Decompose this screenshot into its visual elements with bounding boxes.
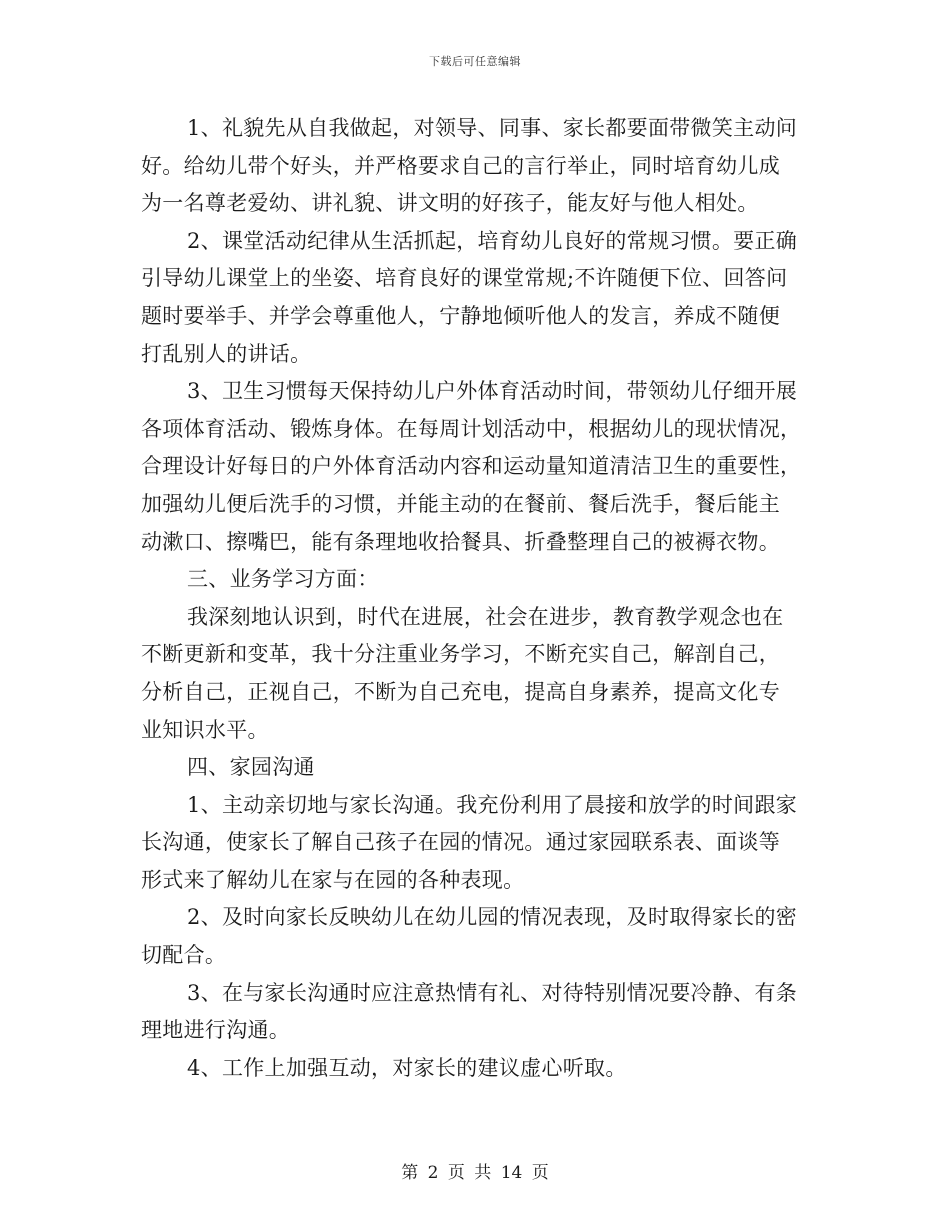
text-line: 2、及时向家长反映幼儿在幼儿园的情况表现，及时取得家长的密 xyxy=(187,905,798,930)
page-header-note: 下载后可任意编辑 xyxy=(429,55,521,68)
text-line: 题时要举手、并学会尊重他人，宁静地倾听他人的发言，养成不随便 xyxy=(141,303,780,328)
text-line: 我深刻地认识到，时代在进展，社会在进步，教育教学观念也在 xyxy=(187,604,784,629)
text-line: 加强幼儿便后洗手的习惯，并能主动的在餐前、餐后洗手，餐后能主 xyxy=(141,491,780,516)
text-line: 4、工作上加强互动，对家长的建议虚心听取。 xyxy=(187,1055,627,1080)
text-line: 业知识水平。 xyxy=(141,717,269,742)
text-line: 理地进行沟通。 xyxy=(141,1018,291,1043)
text-line: 切配合。 xyxy=(141,943,227,968)
text-line: 3、卫生习惯每天保持幼儿户外体育活动时间，带领幼儿仔细开展 xyxy=(187,379,798,404)
text-line: 三、业务学习方面： xyxy=(187,567,379,592)
document-body xyxy=(141,110,809,1087)
text-block xyxy=(141,110,809,1087)
text-line: 不断更新和变革，我十分注重业务学习，不断充实自己，解剖自己， xyxy=(141,642,780,667)
page-footer-number: 第 2 页 共 14 页 xyxy=(401,1163,549,1183)
text-line: 打乱别人的讲话。 xyxy=(141,341,312,366)
text-line: 1、礼貌先从自我做起，对领导、同事、家长都要面带微笑主动问 xyxy=(187,116,798,140)
text-line: 引导幼儿课堂上的坐姿、培育良好的课堂常规;不许随便下位、回答问 xyxy=(141,266,788,291)
text-line: 四、家园沟通 xyxy=(187,755,315,780)
text-line: 好。给幼儿带个好头，并严格要求自己的言行举止，同时培育幼儿成 xyxy=(141,153,780,178)
text-line: 2、课堂活动纪律从生活抓起，培育幼儿良好的常规习惯。要正确 xyxy=(187,228,798,253)
text-line: 1、主动亲切地与家长沟通。我充份利用了晨接和放学的时间跟家 xyxy=(187,792,798,817)
text-line: 分析自己，正视自己，不断为自己充电，提高自身素养，提高文化专 xyxy=(141,679,780,704)
text-line: 3、在与家长沟通时应注意热情有礼、对待特别情况要冷静、有条 xyxy=(187,980,798,1005)
text-line: 动漱口、擦嘴巴，能有条理地收拾餐具、折叠整理自己的被褥衣物。 xyxy=(141,529,780,554)
text-line: 各项体育活动、锻炼身体。在每周计划活动中，根据幼儿的现状情况， xyxy=(141,416,802,441)
text-line: 合理设计好每日的户外体育活动内容和运动量知道清洁卫生的重要性， xyxy=(141,454,802,479)
text-line: 形式来了解幼儿在家与在园的各种表现。 xyxy=(141,867,525,892)
text-line: 为一名尊老爱幼、讲礼貌、讲文明的好孩子，能友好与他人相处。 xyxy=(141,191,759,216)
text-line: 长沟通，使家长了解自己孩子在园的情况。通过家园联系表、面谈等 xyxy=(141,830,780,855)
